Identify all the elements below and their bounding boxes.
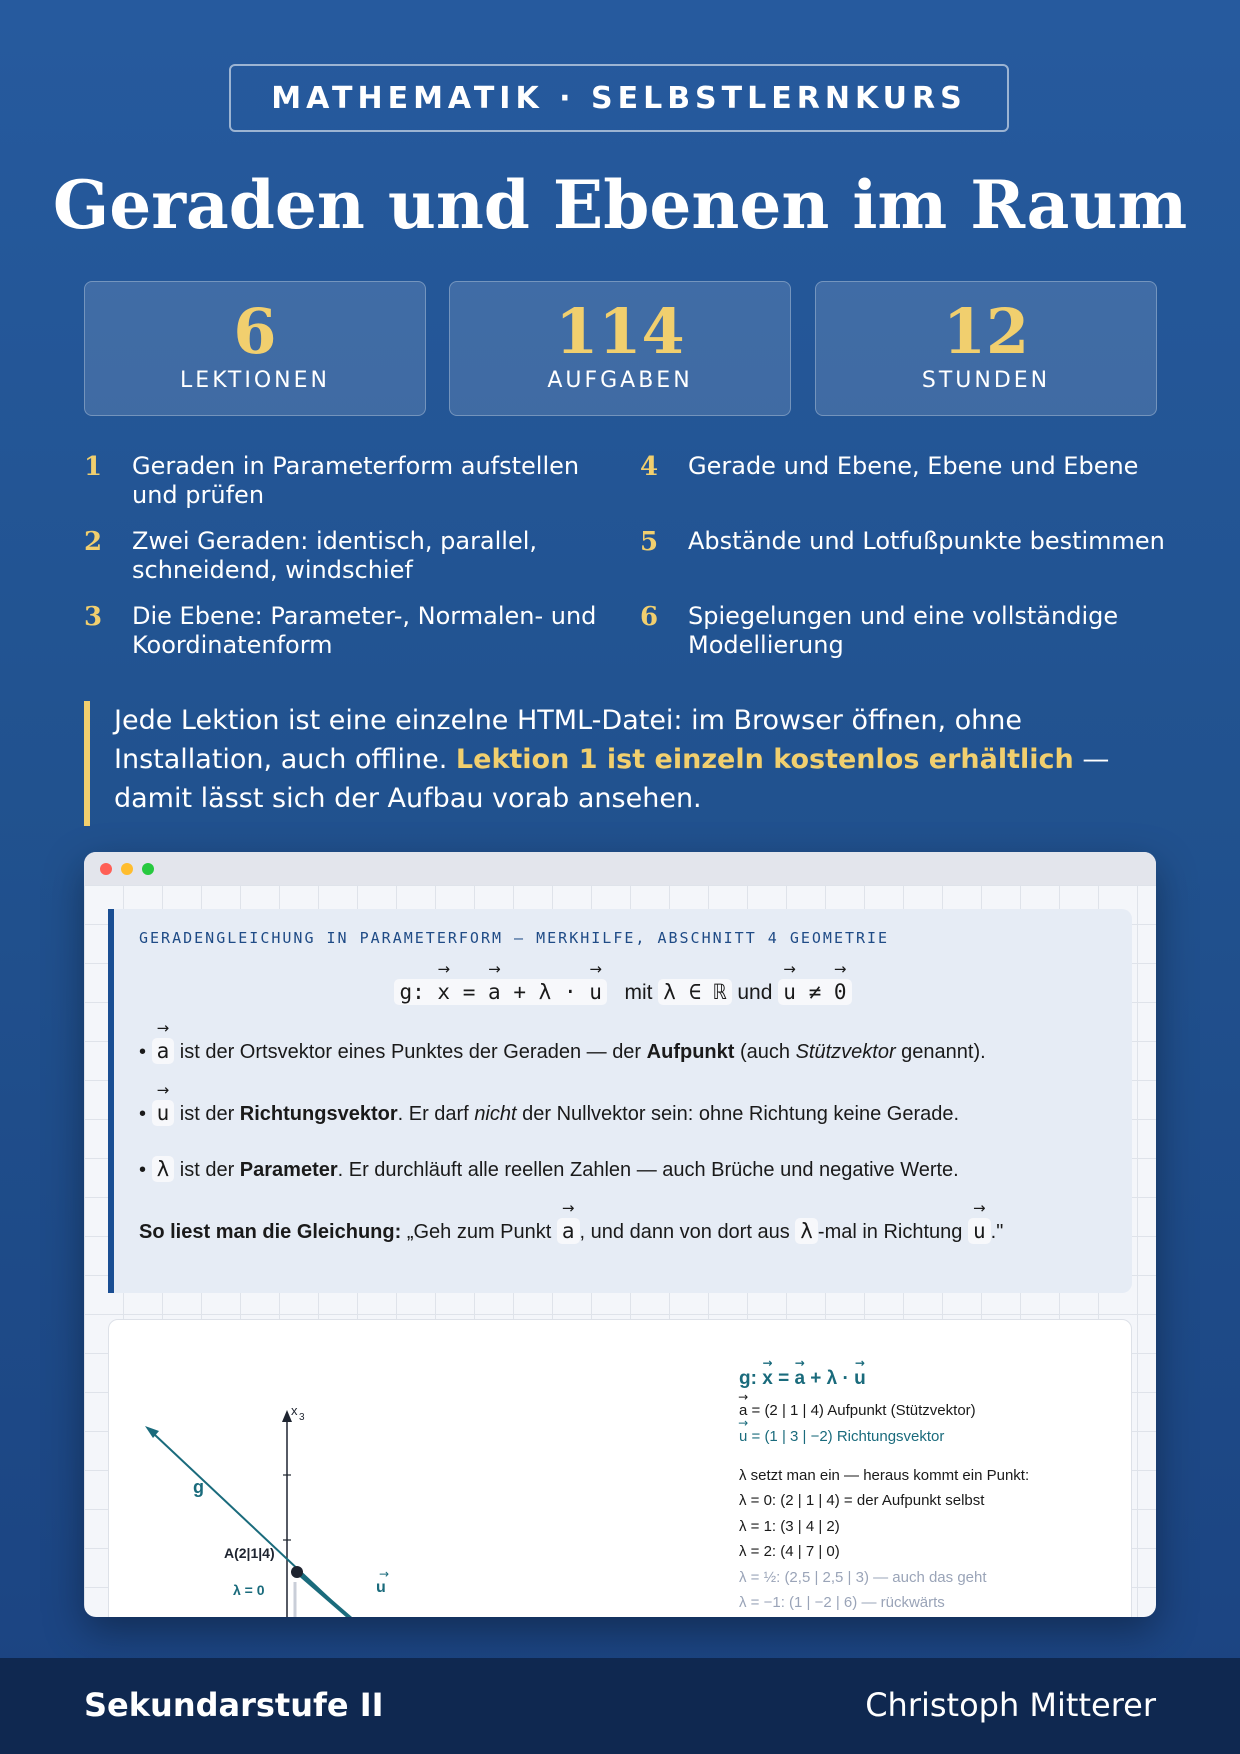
- lesson-title: Geraden in Parameterform aufstellen und prüfen: [132, 452, 580, 509]
- eq-a: → a: [488, 979, 501, 1005]
- x3-axis-label: x: [291, 1403, 298, 1418]
- eq-x: → x: [437, 979, 450, 1005]
- lesson-preview-window: [84, 852, 1156, 1635]
- lesson-title: Zwei Geraden: identisch, parallel, schneidend, windschief: [132, 527, 538, 584]
- lambda-value-row: λ = ½: (2,5 | 2,5 | 3) — auch das geht: [739, 1569, 987, 1586]
- eq-lambda: λ: [538, 980, 552, 1004]
- vector-u-label: u: [376, 1579, 386, 1596]
- bullet-text: (auch: [734, 1041, 796, 1063]
- lambda-value-row: λ = 2: (4 | 7 | 0): [739, 1543, 840, 1560]
- eq-equals: =: [462, 980, 476, 1004]
- point-a-label: A(2|1|4): [224, 1545, 275, 1561]
- vec-u: → u: [739, 1428, 747, 1445]
- lesson-title: Spiegelungen und eine vollständige Modellierung: [688, 602, 1119, 659]
- bullet-bold: Aufpunkt: [646, 1041, 735, 1063]
- sym-u: [968, 1218, 991, 1244]
- window-minimize-dot: [121, 863, 133, 875]
- lesson-number: 1: [84, 452, 103, 482]
- stat-label: AUFGABEN: [547, 368, 693, 393]
- x3-axis-subscript: 3: [299, 1412, 305, 1423]
- lesson-title: Die Ebene: Parameter-, Normalen- und Koordinatenform: [132, 602, 597, 659]
- note-text-end: — damit lässt sich der Aufbau vorab ansehen.: [114, 744, 1110, 814]
- stat-hours: [815, 281, 1157, 416]
- lesson-title: Gerade und Ebene, Ebene und Ebene: [688, 452, 1139, 480]
- note-highlight: Lektion 1 ist einzeln kostenlos erhältlich: [455, 744, 1074, 775]
- lambda-intro: λ setzt man ein — heraus kommt ein Punkt:: [739, 1467, 1030, 1484]
- bullet-text: ist der: [174, 1159, 240, 1181]
- sym-a-text: → a: [157, 1038, 170, 1064]
- point-a: [291, 1566, 303, 1578]
- reading-text: , und dann von dort aus: [579, 1221, 796, 1243]
- note-text: Jede Lektion ist eine einzelne HTML-Datei: im Browser öffnen, ohne Installation, auch offline.: [114, 705, 1022, 775]
- sym-a-text: → a: [562, 1218, 575, 1244]
- bullet-richtungsvektor: • → u ist der Richtungsvektor. Er darf nicht der Nullvektor sein: ohne Richtung keine Gerade.: [139, 1099, 959, 1129]
- sym-a: [557, 1218, 580, 1244]
- stat-value: 6: [233, 295, 277, 368]
- page-title: Geraden und Ebenen im Raum: [52, 166, 1188, 244]
- line-g-label: g: [193, 1477, 204, 1497]
- eq-plus: + λ ·: [805, 1368, 855, 1389]
- eq-u: → u: [854, 1368, 866, 1390]
- lambda-value-row: λ = 0: (2 | 1 | 4) = der Aufpunkt selbst: [739, 1492, 985, 1509]
- lambda-zero-label: λ = 0: [233, 1582, 265, 1598]
- reading-hint-label: So liest man die Gleichung:: [139, 1221, 402, 1243]
- card-heading: GERADENGLEICHUNG IN PARAMETERFORM — MERKHILFE, ABSCHNITT 4 GEOMETRIE: [139, 929, 890, 947]
- footer-level: Sekundarstufe II: [84, 1686, 384, 1724]
- eq-plus: +: [513, 980, 526, 1004]
- reading-hint: [139, 1217, 1003, 1247]
- stat-exercises: [449, 281, 791, 416]
- lesson-number: 5: [640, 527, 659, 557]
- sym-u-text: → u: [157, 1100, 170, 1126]
- direction-vector-u: [297, 1572, 357, 1617]
- lesson-number: 3: [84, 602, 103, 632]
- lambda-value-row: λ = −1: (1 | −2 | 6) — rückwärts: [739, 1594, 945, 1611]
- bullet-parameter: • λ ist der Parameter. Er durchläuft alle reellen Zahlen — auch Brüche und negative Werte.: [139, 1157, 959, 1181]
- richtungsvektor-text: = (1 | 3 | −2) Richtungsvektor: [747, 1428, 945, 1445]
- line-equation: [114, 979, 1132, 1005]
- stat-label: LEKTIONEN: [180, 368, 330, 393]
- window-maximize-dot: [142, 863, 154, 875]
- cond-u: → u: [783, 979, 796, 1005]
- footer-author: Christoph Mitterer: [865, 1686, 1156, 1724]
- lambda-value-row: λ = 1: (3 | 4 | 2): [739, 1518, 840, 1535]
- definition-card: [108, 909, 1132, 1293]
- eq-x: → x: [762, 1368, 773, 1390]
- bullet-aufpunkt: • → a ist der Ortsvektor eines Punktes der Geraden — der Aufpunkt (auch Stützvektor genannt).: [139, 1037, 986, 1067]
- lesson-number: 2: [84, 527, 103, 557]
- line-diagram: x 3 g A(2|1|4) λ = 0 u → 3: [109, 1320, 669, 1617]
- sym-u: [152, 1100, 175, 1126]
- reading-text: -mal in Richtung: [817, 1221, 968, 1243]
- example-card: [108, 1319, 1132, 1635]
- cond-zero: → 0: [834, 979, 847, 1005]
- richtungsvektor-line: [739, 1428, 944, 1445]
- cond-neq: ≠: [808, 980, 822, 1004]
- example-equation: [739, 1368, 866, 1390]
- eq-dot: ·: [563, 980, 577, 1004]
- bullet-text: der Nullvektor sein: ohne Richtung keine Gerade.: [516, 1103, 960, 1125]
- reading-text: .": [990, 1221, 1004, 1243]
- bullet-text: genannt).: [895, 1041, 986, 1063]
- eq-a: → a: [794, 1368, 805, 1390]
- stat-value: 114: [555, 295, 685, 368]
- eq-condition: [778, 979, 851, 1005]
- sym-u-text: → u: [973, 1218, 986, 1244]
- bullet-bold: Richtungsvektor: [239, 1103, 398, 1125]
- sym-lambda: λ: [795, 1218, 818, 1244]
- window-titlebar: [84, 852, 1156, 885]
- lesson-title: Abstände und Lotfußpunkte bestimmen: [688, 527, 1165, 555]
- bullet-text: . Er darf: [397, 1103, 475, 1125]
- bullet-text: . Er durchläuft alle reellen Zahlen — auch Brüche und negative Werte.: [337, 1159, 959, 1181]
- eq-mit: mit: [624, 981, 653, 1004]
- footer: [0, 1658, 1240, 1754]
- eq-g: g:: [399, 980, 425, 1004]
- aufpunkt-line: [739, 1402, 976, 1419]
- reading-text: „Geh zum Punkt: [401, 1221, 557, 1243]
- sym-lambda: λ: [152, 1156, 175, 1182]
- bullet-italic: Stützvektor: [795, 1041, 896, 1063]
- sym-a: [152, 1038, 175, 1064]
- eq-domain: λ ∈ ℝ: [658, 979, 731, 1005]
- bullet-bold: Parameter: [239, 1159, 338, 1181]
- aufpunkt-text: = (2 | 1 | 4) Aufpunkt (Stützvektor): [747, 1402, 976, 1419]
- lesson-number: 4: [640, 452, 659, 482]
- bullet-text: ist der Ortsvektor eines Punktes der Geraden — der: [174, 1041, 647, 1063]
- equation-chip: [394, 979, 606, 1005]
- info-note: [84, 701, 1124, 826]
- stat-lessons: [84, 281, 426, 416]
- stat-label: STUNDEN: [921, 368, 1051, 393]
- course-kicker: MATHEMATIK · SELBSTLERNKURS: [229, 64, 1009, 132]
- eq-u: → u: [589, 979, 602, 1005]
- eq-und: und: [737, 981, 773, 1004]
- vec-a: → a: [739, 1402, 747, 1419]
- eq-equals: =: [772, 1368, 795, 1389]
- stat-value: 12: [942, 295, 1030, 368]
- eq-g: g:: [739, 1368, 757, 1389]
- lesson-number: 6: [640, 602, 659, 632]
- bullet-text: ist der: [174, 1103, 240, 1125]
- bullet-italic: nicht: [474, 1103, 517, 1125]
- vector-u-arrow-glyph: →: [379, 1567, 390, 1581]
- window-close-dot: [100, 863, 112, 875]
